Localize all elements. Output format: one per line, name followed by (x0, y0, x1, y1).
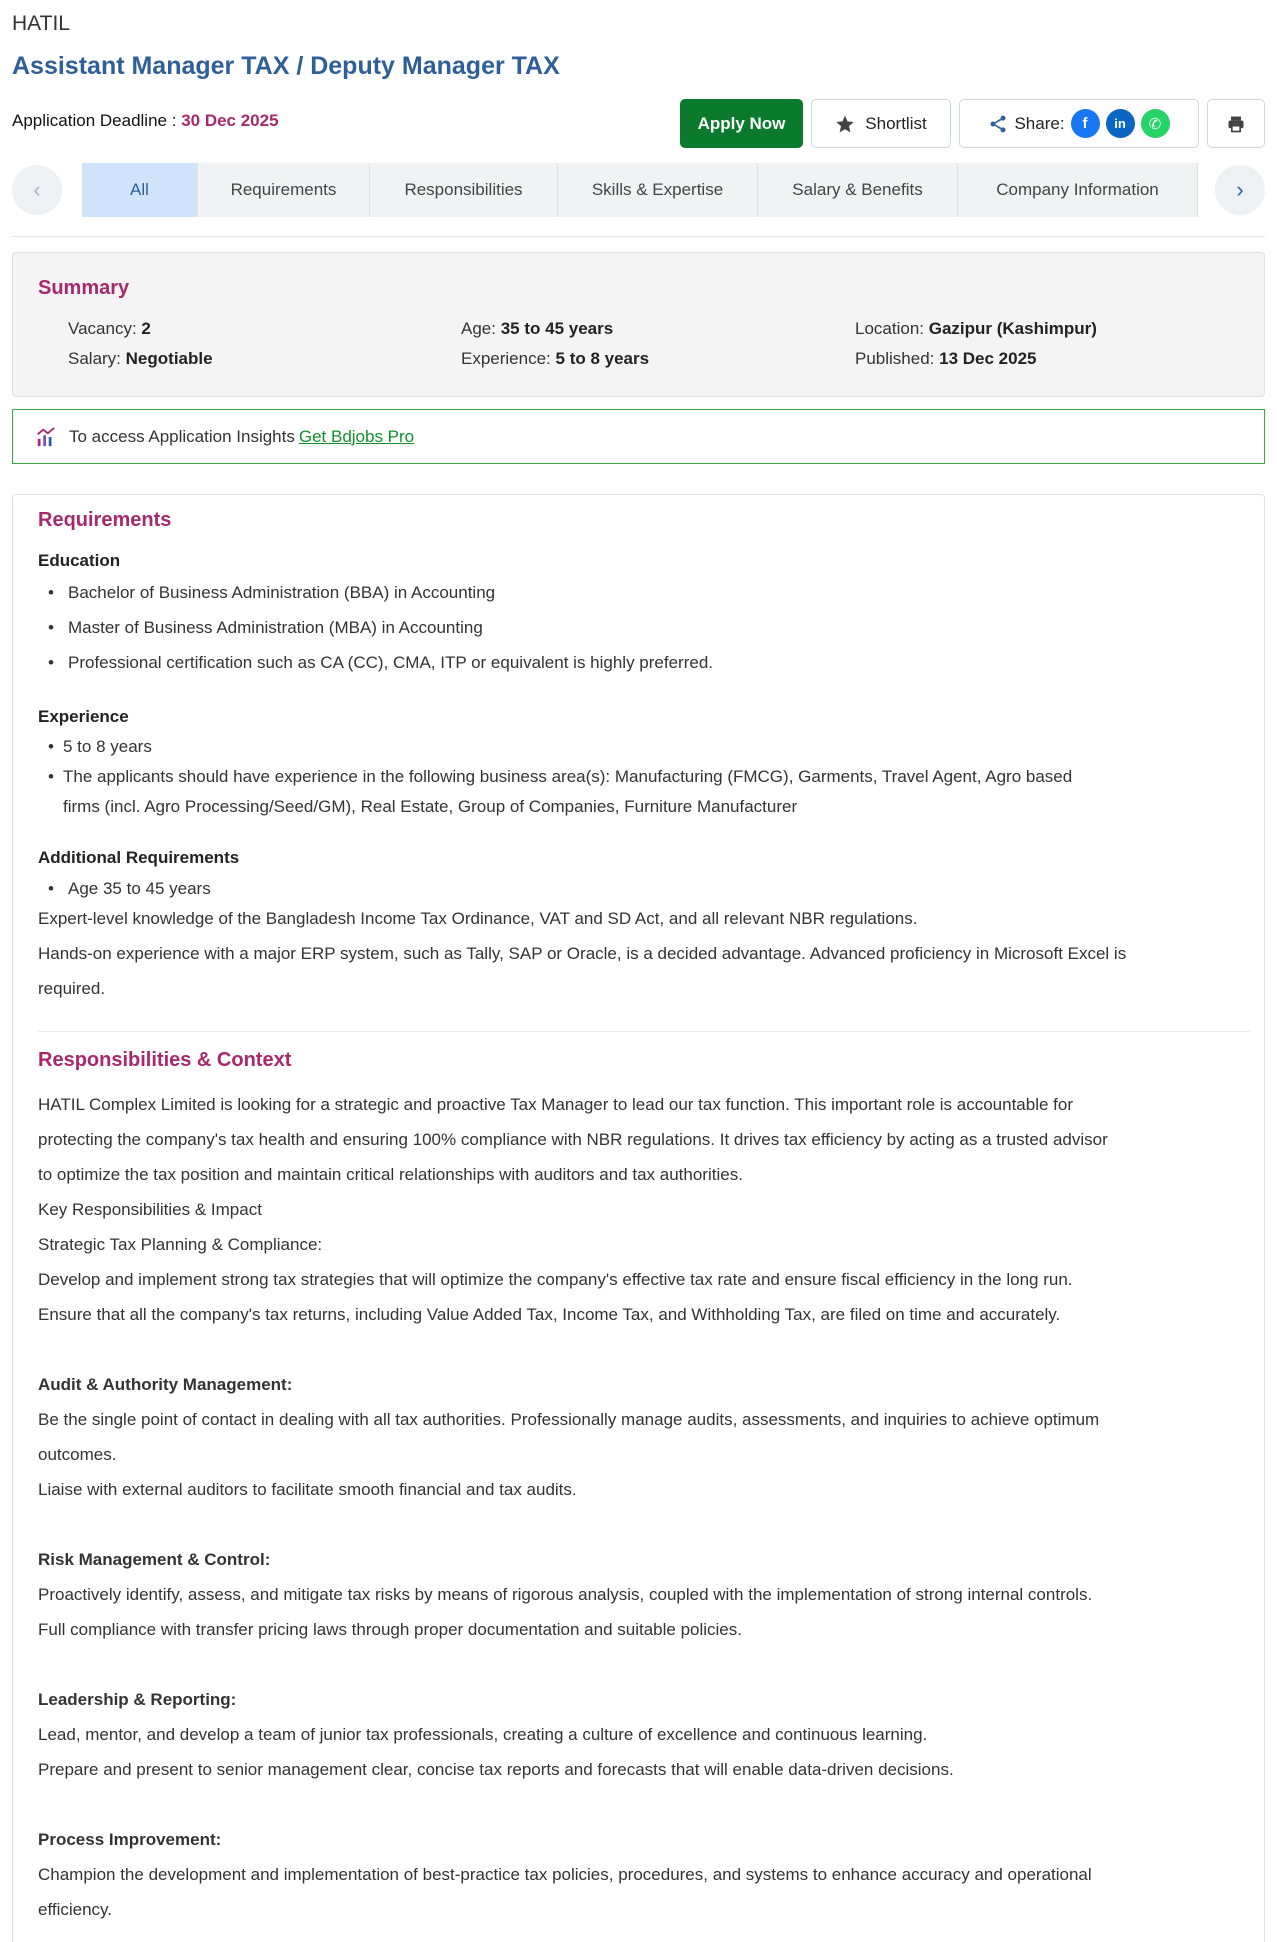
insights-banner (12, 409, 1265, 464)
deadline-label: Application Deadline : (12, 111, 177, 130)
location-label: Location: (855, 319, 924, 338)
star-icon (835, 114, 855, 134)
leadership-heading: Leadership & Reporting: (38, 1690, 237, 1709)
responsibility-text: Develop and implement strong tax strategies that will optimize the company's effective tax rate and ensure fiscal efficiency in the long run. (38, 1270, 1073, 1289)
chevron-right-icon[interactable]: › (1215, 165, 1265, 215)
summary-heading: Summary (38, 277, 130, 299)
shortlist-button[interactable] (811, 99, 951, 148)
requirement-text: Expert-level knowledge of the Bangladesh Income Tax Ordinance, VAT and SD Act, and all relevant NBR regulations. (38, 909, 918, 928)
tab-company-information[interactable]: Company Information (958, 163, 1198, 217)
linkedin-icon[interactable]: in (1106, 109, 1135, 138)
chart-insights-icon (35, 426, 57, 448)
facebook-icon[interactable]: f (1071, 109, 1100, 138)
get-bdjobs-pro-link[interactable]: Get Bdjobs Pro (298, 426, 415, 446)
age-value: 35 to 45 years (500, 319, 614, 338)
tab-requirements[interactable]: Requirements (198, 163, 370, 217)
section-tabs (12, 163, 1265, 217)
divider (12, 236, 1265, 237)
age-label: Age: (461, 319, 496, 338)
responsibility-text: to optimize the tax position and maintain critical relationships with auditors and tax authorities. (38, 1165, 743, 1184)
shortlist-label: Shortlist (865, 113, 927, 133)
experience-item: • The applicants should have experience in the following business area(s): Manufacturing (FMCG), Garments, Travel Agent, Agro based (38, 762, 1072, 792)
tab-all[interactable]: All (82, 163, 198, 217)
risk-text: Full compliance with transfer pricing laws through proper documentation and suitable policies. (38, 1620, 742, 1639)
experience-label: Experience: (461, 349, 551, 368)
salary-label: Salary: (68, 349, 121, 368)
job-detail-card (12, 494, 1265, 1942)
experience-heading: Experience (38, 707, 129, 726)
tab-skills-expertise[interactable]: Skills & Expertise (558, 163, 758, 217)
audit-text: outcomes. (38, 1445, 117, 1464)
job-title: Assistant Manager TAX / Deputy Manager TAX (12, 52, 560, 80)
requirements-heading: Requirements (38, 509, 172, 531)
experience-item-continued: firms (incl. Agro Processing/Seed/GM), Real Estate, Group of Companies, Furniture Manufacturer (63, 797, 798, 816)
vacancy-value: 2 (141, 319, 151, 338)
leadership-text: Lead, mentor, and develop a team of junior tax professionals, creating a culture of excellence and continuous learning. (38, 1725, 928, 1744)
summary-age (461, 319, 613, 339)
share-icon (988, 114, 1008, 134)
education-heading: Education (38, 551, 121, 570)
responsibilities-heading: Responsibilities & Context (38, 1049, 292, 1071)
experience-item: • 5 to 8 years (38, 732, 152, 762)
experience-value: 5 to 8 years (555, 349, 650, 368)
location-value: Gazipur (Kashimpur) (928, 319, 1097, 338)
tab-salary-benefits[interactable]: Salary & Benefits (758, 163, 958, 217)
education-item: • Professional certification such as CA (CC), CMA, ITP or equivalent is highly preferred. (38, 648, 713, 678)
insights-text: To access Application Insights (69, 426, 295, 446)
risk-text: Proactively identify, assess, and mitigate tax risks by means of rigorous analysis, coupled with the implementation of strong internal controls. (38, 1585, 1093, 1604)
education-item: • Master of Business Administration (MBA) in Accounting (38, 613, 483, 643)
requirement-text: Hands-on experience with a major ERP system, such as Tally, SAP or Oracle, is a decided advantage. Advanced proficiency in Microsoft Excel is (38, 944, 1127, 963)
audit-text: Be the single point of contact in dealing with all tax authorities. Professionally manage audits, assessments, and inquiries to achieve optimum (38, 1410, 1100, 1429)
process-heading: Process Improvement: (38, 1830, 222, 1849)
risk-heading: Risk Management & Control: (38, 1550, 271, 1569)
process-text: efficiency. (38, 1900, 113, 1919)
share-group (959, 99, 1199, 148)
share-label: Share: (1014, 113, 1065, 133)
summary-salary (68, 349, 213, 369)
audit-text: Liaise with external auditors to facilitate smooth financial and tax audits. (38, 1480, 577, 1499)
responsibility-text: Strategic Tax Planning & Compliance: (38, 1235, 323, 1254)
application-deadline (12, 111, 279, 131)
section-divider (38, 1031, 1250, 1032)
vacancy-label: Vacancy: (68, 319, 137, 338)
responsibility-text: protecting the company's tax health and ensuring 100% compliance with NBR regulations. It drives tax efficiency by acting as a trusted advisor (38, 1130, 1108, 1149)
summary-vacancy (68, 319, 151, 339)
process-text: Champion the development and implementation of best-practice tax policies, procedures, and systems to enhance accuracy and operational (38, 1865, 1092, 1884)
published-label: Published: (855, 349, 935, 368)
requirement-text: required. (38, 979, 106, 998)
company-name[interactable]: HATIL (12, 12, 70, 35)
apply-now-button[interactable]: Apply Now (680, 99, 803, 148)
leadership-text: Prepare and present to senior management clear, concise tax reports and forecasts that will enable data-driven decisions. (38, 1760, 954, 1779)
salary-value: Negotiable (125, 349, 213, 368)
job-actions (680, 99, 1265, 148)
audit-heading: Audit & Authority Management: (38, 1375, 293, 1394)
deadline-date: 30 Dec 2025 (181, 111, 279, 130)
whatsapp-icon[interactable]: ✆ (1141, 109, 1170, 138)
tab-list (82, 163, 1198, 217)
summary-location (855, 319, 1097, 339)
summary-experience (461, 349, 649, 369)
additional-requirements-heading: Additional Requirements (38, 848, 240, 867)
print-button[interactable] (1207, 99, 1265, 148)
responsibility-text: Key Responsibilities & Impact (38, 1200, 262, 1219)
responsibility-text: Ensure that all the company's tax returns, including Value Added Tax, Income Tax, and Withholding Tax, are filed on time and accurately. (38, 1305, 1061, 1324)
summary-card (12, 252, 1265, 397)
additional-item: • Age 35 to 45 years (38, 874, 211, 904)
tab-responsibilities[interactable]: Responsibilities (370, 163, 558, 217)
printer-icon (1226, 114, 1246, 134)
published-value: 13 Dec 2025 (939, 349, 1037, 368)
summary-published (855, 349, 1037, 369)
chevron-left-icon[interactable]: ‹ (12, 165, 62, 215)
education-item: • Bachelor of Business Administration (BBA) in Accounting (38, 578, 495, 608)
responsibility-text: HATIL Complex Limited is looking for a strategic and proactive Tax Manager to lead our tax function. This important role is accountable for (38, 1095, 1073, 1114)
